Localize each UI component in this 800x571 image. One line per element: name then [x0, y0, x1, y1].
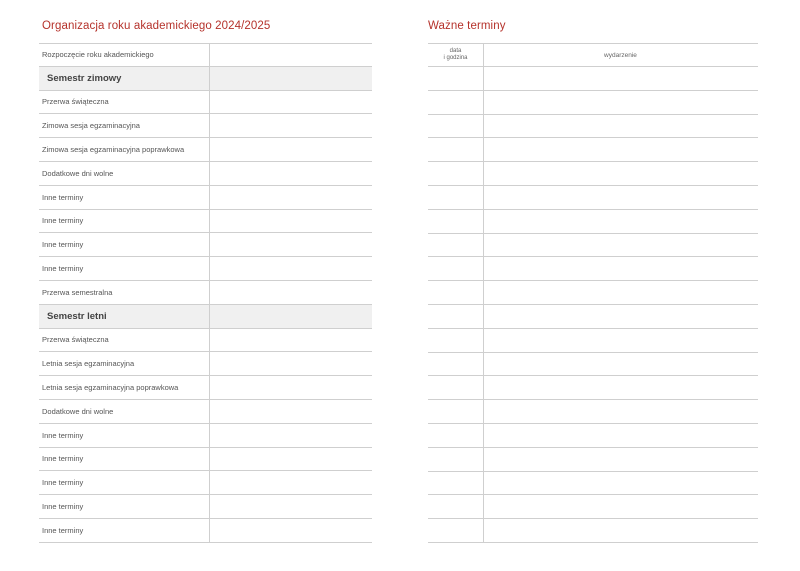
section-row	[39, 67, 372, 91]
value-cell-divider	[209, 44, 210, 66]
empty-row	[428, 186, 758, 210]
date-time-column-header	[428, 44, 483, 66]
row-label: Inne terminy	[42, 478, 84, 488]
value-cell-divider	[209, 210, 210, 233]
row-label: Dodatkowe dni wolne	[42, 168, 114, 178]
empty-row	[428, 210, 758, 234]
row-label: Inne terminy	[42, 264, 84, 274]
empty-row	[428, 115, 758, 139]
row-label: Przerwa świąteczna	[42, 335, 109, 345]
table-row	[39, 210, 372, 234]
right-page-title: Ważne terminy	[428, 20, 506, 32]
table-row	[39, 448, 372, 472]
row-label: Inne terminy	[42, 502, 84, 512]
table-row	[39, 43, 372, 67]
empty-row	[428, 424, 758, 448]
section-label: Semestr zimowy	[47, 72, 122, 84]
row-label: Przerwa semestralna	[42, 287, 113, 297]
table-row	[39, 233, 372, 257]
table-row	[39, 352, 372, 376]
academic-year-table	[39, 43, 372, 543]
row-label: Inne terminy	[42, 240, 84, 250]
row-label: Zimowa sesja egzaminacyjna	[42, 121, 140, 131]
empty-row	[428, 353, 758, 377]
row-label: Przerwa świąteczna	[42, 97, 109, 107]
table-row	[39, 376, 372, 400]
table-row	[39, 257, 372, 281]
empty-row	[428, 281, 758, 305]
value-cell-divider	[209, 162, 210, 185]
value-cell-divider	[209, 352, 210, 375]
row-label: Inne terminy	[42, 216, 84, 226]
table-row	[39, 114, 372, 138]
empty-row	[428, 257, 758, 281]
value-cell-divider	[209, 186, 210, 209]
value-cell-divider	[209, 519, 210, 542]
row-label: Rozpoczęcie roku akademickiego	[42, 50, 154, 60]
empty-row	[428, 519, 758, 543]
row-label: Inne terminy	[42, 430, 84, 440]
row-label: Letnia sesja egzaminacyjna poprawkowa	[42, 383, 179, 393]
empty-row	[428, 376, 758, 400]
section-row	[39, 305, 372, 329]
row-label: Dodatkowe dni wolne	[42, 406, 114, 416]
empty-row	[428, 495, 758, 519]
row-label: Zimowa sesja egzaminacyjna poprawkowa	[42, 145, 185, 155]
empty-row	[428, 305, 758, 329]
empty-row	[428, 400, 758, 424]
table-row	[39, 519, 372, 543]
empty-row	[428, 329, 758, 353]
row-label: Letnia sesja egzaminacyjna	[42, 359, 135, 369]
empty-row	[428, 472, 758, 496]
table-row	[39, 91, 372, 115]
value-cell-divider	[209, 471, 210, 494]
value-cell-divider	[209, 495, 210, 518]
value-cell-divider	[209, 281, 210, 304]
table-row	[39, 138, 372, 162]
table-row	[39, 281, 372, 305]
date-header-line2: i godzina	[443, 55, 468, 61]
table-row	[39, 495, 372, 519]
value-cell-divider	[209, 400, 210, 423]
empty-row	[428, 138, 758, 162]
table-row	[39, 424, 372, 448]
empty-row	[428, 162, 758, 186]
value-cell-divider	[209, 448, 210, 471]
important-dates-header	[428, 43, 758, 67]
value-cell-divider	[209, 376, 210, 399]
row-label: Inne terminy	[42, 192, 84, 202]
value-cell-divider	[209, 329, 210, 352]
table-row	[39, 186, 372, 210]
row-label: Inne terminy	[42, 454, 84, 464]
table-row	[39, 471, 372, 495]
empty-row	[428, 91, 758, 115]
date-header-line1: data	[449, 48, 462, 54]
left-page-title: Organizacja roku akademickiego 2024/2025	[42, 20, 271, 32]
value-cell-divider	[209, 91, 210, 114]
column-divider	[483, 43, 484, 543]
value-cell-divider	[209, 138, 210, 161]
row-label: Inne terminy	[42, 525, 84, 535]
table-row	[39, 400, 372, 424]
empty-row	[428, 448, 758, 472]
event-column-header: wydarzenie	[604, 51, 637, 59]
value-cell-divider	[209, 114, 210, 137]
value-cell-divider	[209, 67, 210, 90]
empty-row	[428, 234, 758, 258]
table-row	[39, 162, 372, 186]
value-cell-divider	[209, 424, 210, 447]
value-cell-divider	[209, 233, 210, 256]
section-label: Semestr letni	[47, 310, 107, 322]
table-row	[39, 329, 372, 353]
empty-row	[428, 67, 758, 91]
value-cell-divider	[209, 257, 210, 280]
value-cell-divider	[209, 305, 210, 328]
important-dates-table	[428, 43, 758, 543]
